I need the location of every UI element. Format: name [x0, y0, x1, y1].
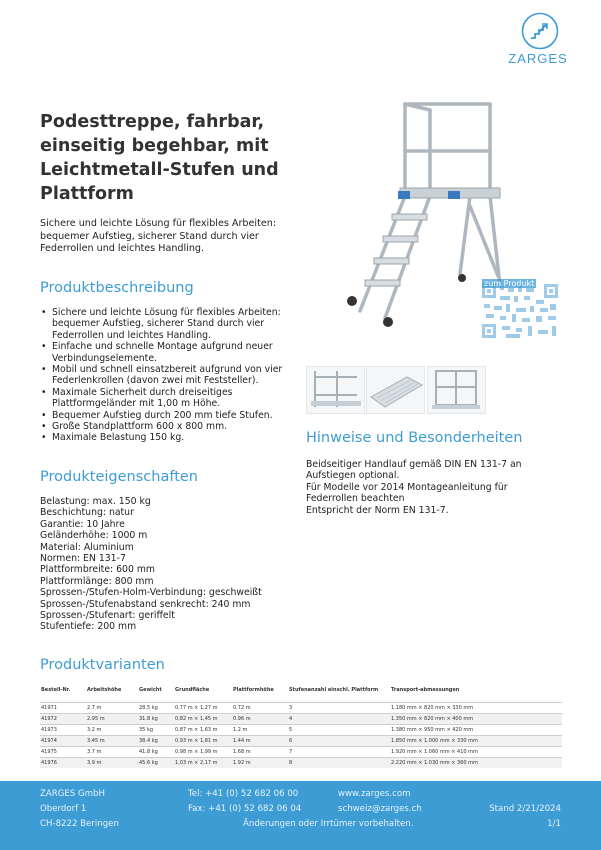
detail-image-step: [366, 366, 425, 414]
table-cell: 38.4 kg: [138, 736, 174, 747]
table-cell: 41973: [40, 725, 86, 736]
column-header: Grundfläche: [175, 687, 210, 693]
brand-name: ZARGES: [508, 51, 568, 66]
list-item: • Große Standplattform 600 x 800 mm.: [40, 421, 290, 432]
footer: [0, 781, 601, 850]
table-row: [40, 758, 562, 769]
property-item: Sprossen-/Stufenart: geriffelt: [40, 610, 175, 622]
table-cell: 0,93 m × 1,81 m: [174, 736, 232, 747]
intro-text: Sichere und leichte Lösung für flexibles Arbeiten: bequemer Aufstieg, sicherer Stand durch vier Federrollen und leichtes Handling.: [40, 218, 277, 254]
table-cell: 5: [288, 725, 390, 736]
property-item: Sprossen-/Stufenabstand senkrecht: 240 mm: [40, 598, 251, 610]
property-item: Sprossen-/Stufen-Holm-Verbindung: geschweißt: [40, 587, 262, 599]
table-cell: 31.8 kg: [138, 714, 174, 725]
footer-email-link[interactable]: schweiz@zarges.ch: [338, 804, 422, 814]
table-cell: 0,98 m × 1,99 m: [174, 747, 232, 758]
table-cell: 4: [288, 714, 390, 725]
property-item: Garantie: 10 Jahre: [40, 518, 125, 530]
table-cell: 45.6 kg: [138, 758, 174, 769]
notes-text: [306, 459, 546, 516]
column-header: Stufenanzahl einschl. Plattform: [289, 687, 379, 693]
table-cell: 1,03 m × 2,17 m: [174, 758, 232, 769]
properties-list: [40, 496, 300, 633]
footer-date: Stand 2/21/2024: [489, 804, 561, 814]
table-cell: 1.380 mm × 950 mm × 420 mm: [390, 725, 562, 736]
table-cell: 41976: [40, 758, 86, 769]
table-cell: 1.350 mm × 820 mm × 400 mm: [390, 714, 562, 725]
section-heading-variants: Produktvarianten: [40, 657, 165, 673]
column-header: Transport-abmessungen: [391, 687, 460, 693]
table-cell: 41974: [40, 736, 86, 747]
table-cell: 2.95 m: [86, 714, 138, 725]
note-item: Entspricht der Norm EN 131-7.: [306, 504, 449, 516]
column-header: Gewicht: [139, 687, 162, 693]
variants-table: [40, 686, 562, 768]
table-row: [40, 703, 562, 714]
table-cell: 1.850 mm × 1.000 mm × 330 mm: [390, 736, 562, 747]
qr-link-label[interactable]: zum Produkt: [484, 279, 535, 288]
detail-image-railing: [427, 366, 486, 414]
table-cell: 41971: [40, 703, 86, 714]
footer-disclaimer: Änderungen oder Irrtümer vorbehalten.: [243, 819, 414, 829]
column-header: Bestell-Nr.: [41, 687, 71, 693]
zarges-logo-icon: [521, 12, 559, 50]
table-cell: 0,77 m × 1,27 m: [174, 703, 232, 714]
table-cell: 41972: [40, 714, 86, 725]
footer-phone[interactable]: Tel: +41 (0) 52 682 06 00: [188, 789, 299, 799]
table-cell: 3: [288, 703, 390, 714]
table-cell: 2.220 mm × 1.030 mm × 360 mm: [390, 758, 562, 769]
table-cell: 41.8 kg: [138, 747, 174, 758]
list-item: • Maximale Belastung 150 kg.: [40, 432, 290, 443]
property-item: Stufentiefe: 200 mm: [40, 621, 137, 633]
section-heading-properties: Produkteigenschaften: [40, 469, 198, 485]
table-cell: 28.5 kg: [138, 703, 174, 714]
column-header: Arbeitshöhe: [87, 687, 122, 693]
table-row: [40, 725, 562, 736]
property-item: Belastung: max. 150 kg: [40, 496, 151, 507]
table-cell: 1.920 mm × 1.060 mm × 410 mm: [390, 747, 562, 758]
table-row: [40, 736, 562, 747]
description-list: [40, 307, 290, 444]
table-row: [40, 714, 562, 725]
table-cell: 7: [288, 747, 390, 758]
table-cell: 3.7 m: [86, 747, 138, 758]
footer-fax: Fax: +41 (0) 52 682 06 04: [188, 804, 302, 814]
table-cell: 0.72 m: [232, 703, 288, 714]
list-item: • Bequemer Aufstieg durch 200 mm tiefe Stufen.: [40, 410, 290, 421]
footer-company: ZARGES GmbH: [40, 789, 105, 799]
footer-street: Oberdorf 1: [40, 804, 87, 814]
note-item: Für Modelle vor 2014 Montageanleitung für Federrollen beachten: [306, 481, 508, 505]
page-title: Podesttreppe, fahrbar, einseitig begehbar, mit Leichtmetall-Stufen und Plattform: [40, 112, 279, 204]
table-row: [40, 747, 562, 758]
property-item: Beschichtung: natur: [40, 507, 134, 519]
property-item: Plattformlänge: 800 mm: [40, 575, 154, 587]
table-cell: 35 kg: [138, 725, 174, 736]
table-cell: 41975: [40, 747, 86, 758]
table-cell: 3.9 m: [86, 758, 138, 769]
property-item: Geländerhöhe: 1000 m: [40, 530, 148, 542]
table-cell: 6: [288, 736, 390, 747]
note-item: Beidseitiger Handlauf gemäß DIN EN 131-7 an Aufstiegen optional.: [306, 459, 522, 482]
table-cell: 0,87 m × 1,63 m: [174, 725, 232, 736]
qr-code[interactable]: [480, 282, 560, 340]
table-header-row: [40, 686, 562, 703]
list-item: • Maximale Sicherheit durch dreiseitiges Plattformgeländer mit 1,00 m Höhe.: [40, 387, 290, 410]
table-cell: 1.44 m: [232, 736, 288, 747]
list-item: • Sichere und leichte Lösung für flexibles Arbeiten: bequemer Aufstieg, sicherer Stand durch vier Federrollen und leichtes Handling.: [40, 307, 290, 341]
footer-city: CH-8222 Beringen: [40, 819, 119, 829]
footer-website-link[interactable]: www.zarges.com: [338, 789, 411, 799]
table-cell: 3.2 m: [86, 725, 138, 736]
section-heading-description: Produktbeschreibung: [40, 280, 194, 296]
table-cell: 0.96 m: [232, 714, 288, 725]
section-heading-notes: Hinweise und Besonderheiten: [306, 430, 523, 446]
table-cell: 2.7 m: [86, 703, 138, 714]
column-header: Plattformhöhe: [233, 687, 274, 693]
table-cell: 8: [288, 758, 390, 769]
table-cell: 1.92 m: [232, 758, 288, 769]
footer-page-number: 1/1: [547, 819, 561, 829]
list-item: • Mobil und schnell einsatzbereit aufgrund von vier Federlenkrollen (davon zwei mit Feststeller).: [40, 364, 290, 387]
property-item: Normen: EN 131-7: [40, 553, 126, 565]
table-cell: 3.45 m: [86, 736, 138, 747]
table-cell: 1.2 m: [232, 725, 288, 736]
property-item: Plattformbreite: 600 mm: [40, 564, 155, 576]
table-cell: 1.68 m: [232, 747, 288, 758]
list-item: • Einfache und schnelle Montage aufgrund neuer Verbindungselemente.: [40, 341, 290, 364]
table-cell: 0,82 m × 1,45 m: [174, 714, 232, 725]
property-item: Material: Aluminium: [40, 541, 134, 553]
detail-image-platform: [306, 366, 365, 414]
table-cell: 1.180 mm × 820 mm × 330 mm: [390, 703, 562, 714]
